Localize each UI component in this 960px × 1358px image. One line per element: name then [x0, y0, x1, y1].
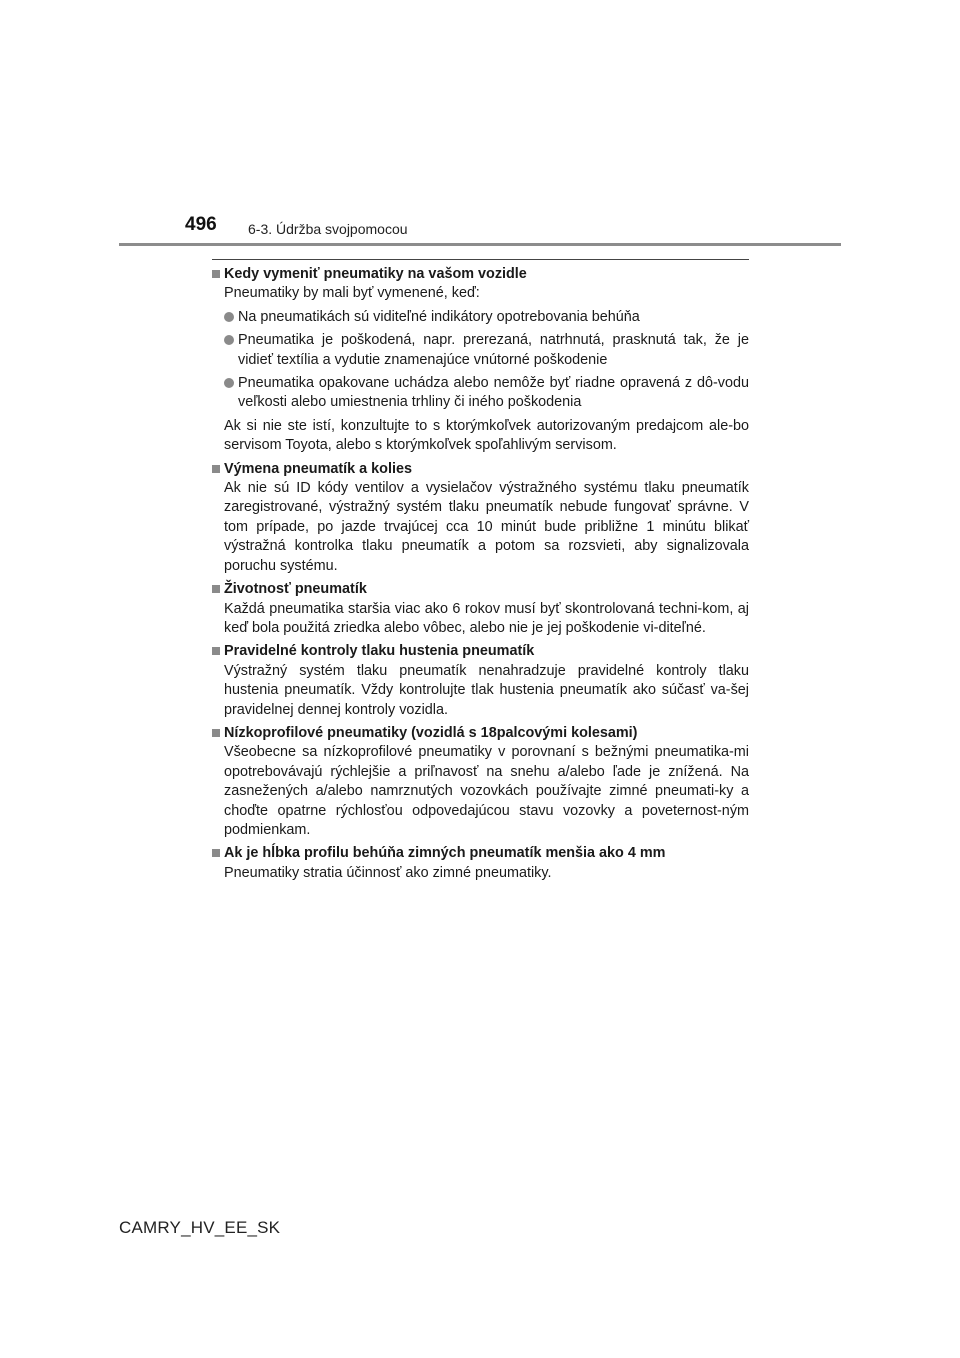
- square-bullet-icon: [212, 270, 220, 278]
- section-text: Všeobecne sa nízkoprofilové pneumatiky v porovnaní s bežnými pneumatika-mi opotrebovávajú rýchlejšie a priľnavosť na snehu a/alebo ľade je znížená. Na zasnežených a/alebo namrznutých vozovkách používajte zimné pneumati-ky a choďte opatrne rýchlosťou odpovedajúcou stavu vozovky a poveternost-ným podmienkam.: [224, 744, 749, 838]
- header-divider: [119, 243, 841, 246]
- square-bullet-icon: [212, 729, 220, 737]
- section-low-profile-tires: [212, 724, 749, 840]
- section-outro: Ak si nie ste istí, konzultujte to s ktorýmkoľvek autorizovaným predajcom ale-bo servisom Toyota, alebo s ktorýmkoľvek spoľahlivým servisom.: [224, 417, 749, 454]
- section-text: Každá pneumatika staršia viac ako 6 rokov musí byť skontrolovaná techni-kom, aj keď bola použitá zriedka alebo vôbec, alebo nie je jej poškodenie vi-diteľné.: [224, 600, 749, 636]
- list-item-text: Na pneumatikách sú viditeľné indikátory opotrebovania behúňa: [238, 308, 640, 325]
- section-heading: [212, 844, 749, 863]
- section-heading-text: Životnosť pneumatík: [224, 581, 367, 598]
- circle-bullet-icon: [224, 312, 234, 322]
- section-heading: [212, 642, 749, 661]
- section-tire-wheel-replacement: [212, 460, 749, 576]
- section-heading-text: Pravidelné kontroly tlaku hustenia pneumatík: [224, 643, 535, 660]
- circle-bullet-icon: [224, 378, 234, 388]
- square-bullet-icon: [212, 465, 220, 473]
- list-item-text: Pneumatika opakovane uchádza alebo nemôže byť riadne opravená z dô-vodu veľkosti alebo umiestnenia trhliny či iného poškodenia: [238, 375, 749, 411]
- page-number: 496: [185, 214, 217, 235]
- section-text: Ak nie sú ID kódy ventilov a vysielačov výstražného systému tlaku pneumatík zaregistrované, výstražný systém tlaku pneumatík nebude fungovať správne. V tom prípade, po jazde trvajúcej cca 10 minút bude približne 1 minútu blikať výstražná kontrolka tlaku pneumatík a potom sa rozsvieti, aby signalizovala poruchu systému.: [224, 480, 749, 574]
- section-heading-text: Nízkoprofilové pneumatiky (vozidlá s 18palcovými kolesami): [224, 724, 638, 741]
- square-bullet-icon: [212, 647, 220, 655]
- section-pressure-checks: [212, 642, 749, 720]
- section-heading: [212, 460, 749, 479]
- section-winter-tread-depth: [212, 844, 749, 883]
- section-heading: [212, 580, 749, 599]
- list-item: [224, 308, 749, 327]
- section-when-to-replace: [212, 265, 749, 456]
- section-heading: [212, 724, 749, 743]
- section-tire-lifespan: [212, 580, 749, 638]
- section-heading-text: Ak je hĺbka profilu behúňa zimných pneumatík menšia ako 4 mm: [224, 845, 666, 862]
- section-title: 6-3. Údržba svojpomocou: [248, 221, 408, 237]
- section-text: Výstražný systém tlaku pneumatík nenahradzuje pravidelné kontroly tlaku hustenia pneumatík. Vždy kontrolujte tlak hustenia pneumatík ako súčasť va-šej pravidelnej dennej kontroly vozidla.: [224, 662, 749, 718]
- content-divider: [212, 259, 749, 260]
- section-heading-text: Výmena pneumatík a kolies: [224, 460, 412, 477]
- square-bullet-icon: [212, 849, 220, 857]
- section-heading: [212, 265, 749, 284]
- list-item-text: Pneumatika je poškodená, napr. prerezaná, natrhnutá, prasknutá tak, že je vidieť textília a vydutie znamenajúce vnútorné poškodenie: [238, 332, 749, 368]
- section-intro: Pneumatiky by mali byť vymenené, keď:: [224, 285, 480, 302]
- document-code: CAMRY_HV_EE_SK: [119, 1218, 281, 1237]
- square-bullet-icon: [212, 585, 220, 593]
- section-text: Pneumatiky stratia účinnosť ako zimné pneumatiky.: [224, 864, 552, 881]
- section-heading-text: Kedy vymeniť pneumatiky na vašom vozidle: [224, 266, 527, 282]
- circle-bullet-icon: [224, 335, 234, 345]
- list-item: [224, 331, 749, 370]
- page-content: [212, 265, 749, 887]
- list-item: [224, 374, 749, 413]
